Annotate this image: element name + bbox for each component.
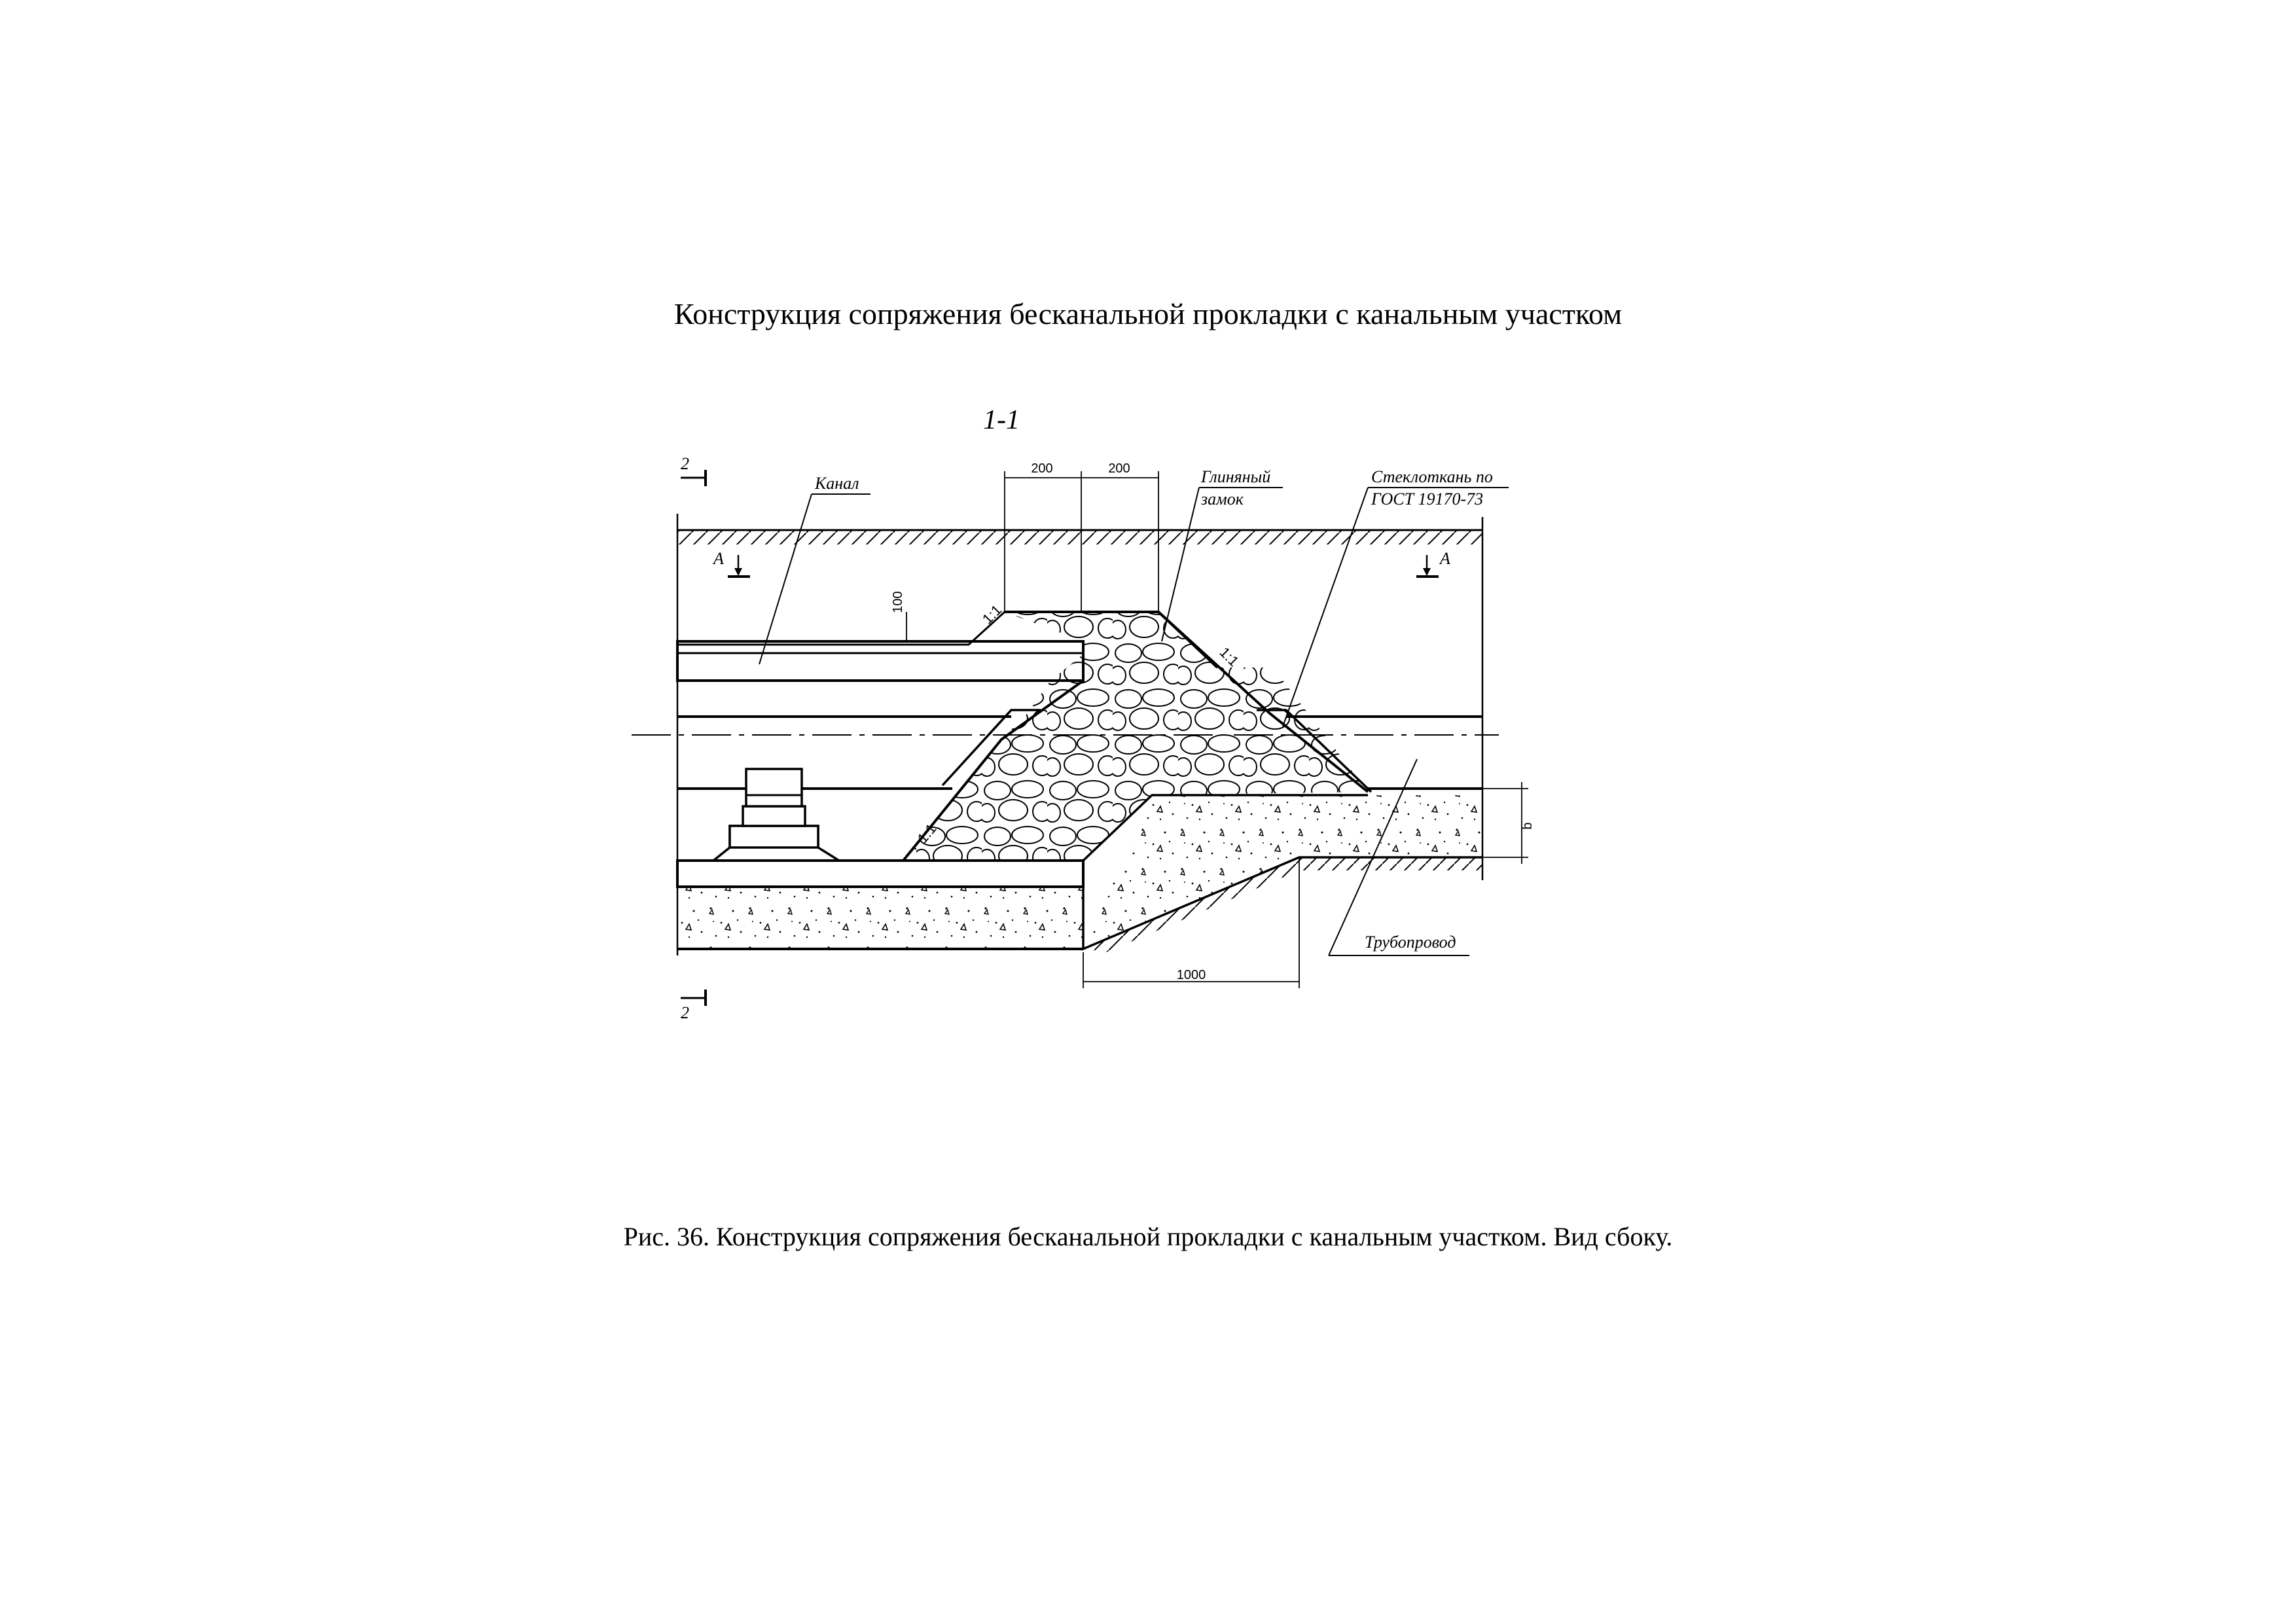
sand-bed-left — [677, 887, 1083, 949]
dimension-label: 100 — [891, 591, 905, 613]
dimension-label: 200 — [1031, 461, 1053, 476]
dimension-label: 1000 — [1176, 968, 1206, 982]
dimension-100 — [891, 591, 929, 641]
leader-fiberglass — [1283, 467, 1509, 726]
section-a-marker-left — [712, 549, 750, 577]
slope-label: 1:1 — [1216, 643, 1242, 670]
pipe-support — [713, 769, 839, 861]
section-label: 1-1 — [983, 405, 1020, 435]
page-title: Конструкция сопряжения бесканальной прокладки с канальным участком — [673, 297, 1623, 330]
dimension-label: b — [1520, 822, 1535, 830]
section-a-label: А — [713, 549, 724, 568]
leader-clay-lock — [1162, 467, 1283, 641]
section-2-label: 2 — [681, 1003, 689, 1022]
channel-floor-slab — [677, 861, 1083, 887]
leader-kanal — [759, 474, 870, 664]
channel-cover-slab — [677, 641, 1083, 681]
section-2-label: 2 — [681, 454, 689, 473]
section-a-label: А — [1440, 549, 1450, 568]
figure-caption: Рис. 36. Конструкция сопряжения бесканальной прокладки с канальным участком. Вид сбоку. — [623, 1222, 1673, 1251]
fiberglass-label-1: Стеклоткань по — [1371, 467, 1493, 486]
section-2-marker-top — [681, 454, 707, 486]
slope-label: 1:1 — [978, 601, 1005, 628]
clay-lock-label-2: замок — [1201, 490, 1244, 508]
section-a-marker-right — [1416, 549, 1450, 577]
section-2-marker-bottom — [681, 990, 707, 1022]
dimension-label: 200 — [1108, 461, 1130, 476]
pipeline-label: Трубопровод — [1365, 933, 1456, 952]
kanal-label: Канал — [815, 474, 859, 493]
clay-lock-label-1: Глиняный — [1201, 467, 1271, 486]
slope-label: 1:1 — [914, 820, 940, 847]
fiberglass-label-2: ГОСТ 19170-73 — [1371, 490, 1484, 508]
